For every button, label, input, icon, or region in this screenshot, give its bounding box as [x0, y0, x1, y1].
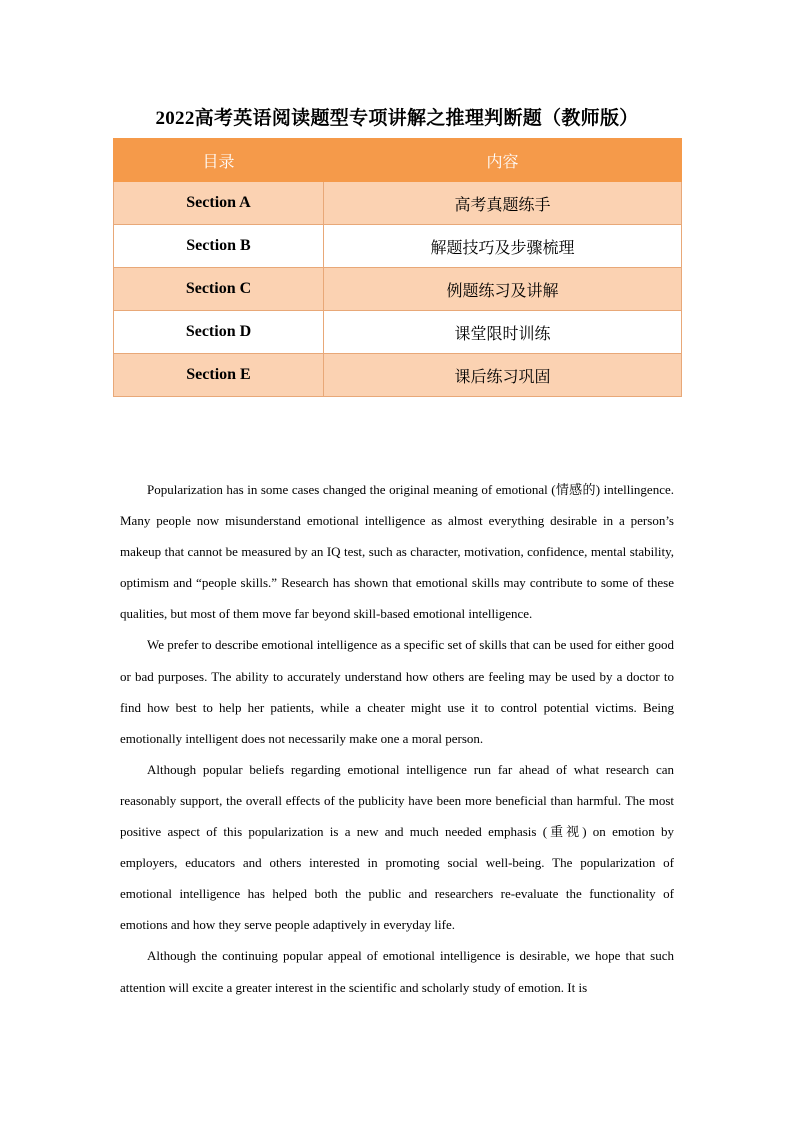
- table-header-row: [114, 139, 682, 182]
- header-catalog: 目录: [114, 139, 324, 182]
- document-title: 2022高考英语阅读题型专项讲解之推理判断题（教师版）: [155, 108, 639, 129]
- table-row: [114, 311, 682, 354]
- paragraph: Popularization has in some cases changed the original meaning of emotional (情感的) intellingence. Many people now misunderstand emotional intelligence as almost everything desirable in a person’s makeup that cannot be measured by an IQ test, such as character, motivation, confidence, mental stability, optimism and “people skills.” Research has shown that emotional skills may contribute to some of these qualities, but most of them move far beyond skill-based emotional intelligence.: [120, 482, 674, 622]
- table-row: [114, 268, 682, 311]
- section-content: 高考真题练手: [324, 182, 682, 225]
- table-row: [114, 354, 682, 397]
- section-content: 解题技巧及步骤梳理: [324, 225, 682, 268]
- paragraph: Although the continuing popular appeal of emotional intelligence is desirable, we hope that such attention will excite a greater interest in the scientific and scholarly study of emotion. It is: [120, 948, 674, 995]
- paragraph: We prefer to describe emotional intelligence as a specific set of skills that can be used for either good or bad purposes. The ability to accurately understand how others are feeling may be used by a doctor to find how best to help her patients, while a cheater might use it to control potential victims. Being emotionally intelligent does not necessarily make one a moral person.: [120, 637, 674, 746]
- section-label: Section E: [114, 354, 324, 397]
- section-label: Section B: [114, 225, 324, 268]
- section-label: Section D: [114, 311, 324, 354]
- reading-passage: [120, 474, 674, 1003]
- section-content: 课堂限时训练: [324, 311, 682, 354]
- table-row: [114, 182, 682, 225]
- section-content: 例题练习及讲解: [324, 268, 682, 311]
- section-label: Section A: [114, 182, 324, 225]
- header-content: 内容: [324, 139, 682, 182]
- section-label: Section C: [114, 268, 324, 311]
- table-row: [114, 225, 682, 268]
- contents-table: [113, 138, 682, 397]
- section-content: 课后练习巩固: [324, 354, 682, 397]
- paragraph: Although popular beliefs regarding emotional intelligence run far ahead of what research can reasonably support, the overall effects of the publicity have been more beneficial than harmful. The most positive aspect of this popularization is a new and much needed emphasis (重视) on emotion by employers, educators and others interested in promoting social well-being. The popularization of emotional intelligence has helped both the public and researchers re-evaluate the functionality of emotions and how they serve people adaptively in everyday life.: [120, 761, 674, 933]
